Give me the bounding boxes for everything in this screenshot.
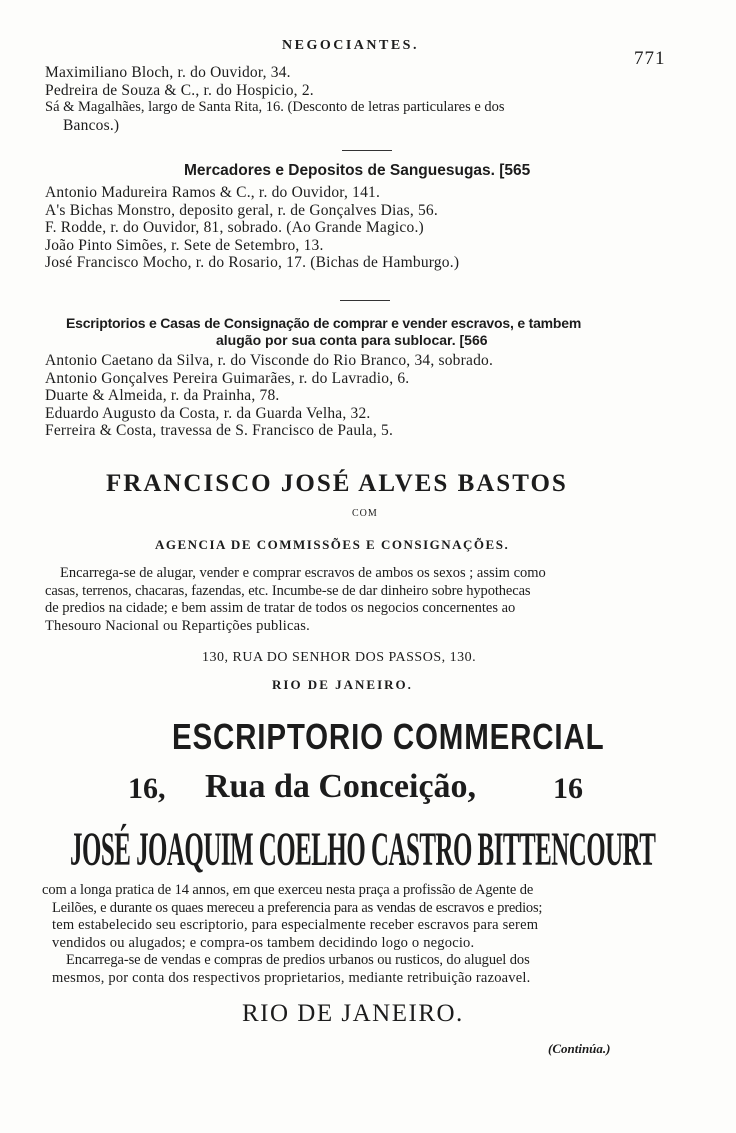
ad-body-escriptorio: [42, 882, 682, 987]
ad-body-line: mesmos, por conta dos respectivos proprietarios, mediante retribuição razoavel.: [52, 969, 531, 986]
list-item: Ferreira & Costa, travessa de S. Francisco de Paula, 5.: [45, 422, 394, 439]
page-number: 771: [634, 48, 666, 69]
list-item: Duarte & Almeida, r. da Prainha, 78.: [45, 387, 280, 404]
agency-title: AGENCIA DE COMMISSÕES E CONSIGNAÇÕES.: [155, 537, 510, 552]
ad-body-line: Leilões, e durante os quaes mereceu a preferencia para as vendas de escravos e predios;: [52, 899, 543, 916]
section-heading-escriptorios-line1: Escriptorios e Casas de Consignação de comprar e vender escravos, e tambem: [66, 315, 582, 331]
list-item: Antonio Caetano da Silva, r. do Visconde do Rio Branco, 34, sobrado.: [45, 352, 494, 369]
list-item: F. Rodde, r. do Ouvidor, 81, sobrado. (Ao Grande Magico.): [45, 219, 424, 236]
ad-city-escriptorio: RIO DE JANEIRO.: [242, 1000, 464, 1027]
ad-body-line: Encarrega-se de alugar, vender e comprar escravos de ambos os sexos ; assim como: [60, 565, 546, 581]
ad-body-line: de predios na cidade; e bem assim de tratar de todos os negocios concernentes ao: [45, 600, 516, 616]
ad-body-line: vendidos ou alugados; e compra-os tambem decidindo logo o negocio.: [52, 934, 475, 951]
section-divider: [342, 150, 392, 151]
ad-street-number-left: 16,: [128, 772, 166, 805]
ad-street-number-right: 16: [553, 772, 583, 805]
list-item: Bancos.): [63, 116, 120, 134]
ad-owner-name: JOSÉ JOAQUIM COELHO CASTRO BITTENCOURT: [70, 823, 656, 876]
list-item: Antonio Madureira Ramos & C., r. do Ouvidor, 141.: [45, 184, 381, 201]
ad-city: RIO DE JANEIRO.: [272, 677, 413, 692]
section-heading-sanguesugas: Mercadores e Depositos de Sanguesugas. [565: [184, 162, 531, 179]
ad-body-line: Encarrega-se de vendas e compras de predios urbanos ou rusticos, do aluguel dos: [66, 952, 530, 968]
ad-body-line: casas, terrenos, chacaras, fazendas, etc. Incumbe-se de dar dinheiro sobre hypothecas: [45, 582, 531, 599]
section-sanguesugas-list: [45, 184, 675, 272]
section-escriptorios-list: [45, 352, 675, 440]
list-item: Antonio Gonçalves Pereira Guimarães, r. do Lavradio, 6.: [45, 369, 410, 387]
section-negociantes-list: [45, 64, 675, 134]
ad-street-name: Rua da Conceição,: [205, 768, 477, 805]
ad-body-line: Thesouro Nacional ou Repartições publicas.: [45, 617, 310, 634]
ad-connector-com: COM: [352, 508, 378, 519]
list-item: A's Bichas Monstro, deposito geral, r. de Gonçalves Dias, 56.: [45, 201, 438, 219]
ad-body-bastos: [45, 565, 675, 635]
ad-body-line: tem estabelecido seu escriptorio, para especialmente receber escravos para serem: [52, 917, 539, 933]
advertiser-name: FRANCISCO JOSÉ ALVES BASTOS: [106, 470, 568, 497]
list-item: João Pinto Simões, r. Sete de Setembro, 13.: [45, 236, 324, 254]
ad-address: 130, RUA DO SENHOR DOS PASSOS, 130.: [202, 650, 477, 665]
running-head: NEGOCIANTES.: [282, 38, 419, 53]
ad-body-line: com a longa pratica de 14 annos, em que exerceu nesta praça a profissão de Agente de: [42, 882, 534, 898]
list-item: Pedreira de Souza & C., r. do Hospicio, 2.: [45, 81, 314, 99]
section-divider: [340, 300, 390, 301]
list-item: José Francisco Mocho, r. do Rosario, 17. (Bichas de Hamburgo.): [45, 254, 460, 271]
list-item: Eduardo Augusto da Costa, r. da Guarda Velha, 32.: [45, 404, 371, 422]
ad-title-escriptorio: ESCRIPTORIO COMMERCIAL: [172, 716, 605, 757]
section-heading-escriptorios-line2: alugão por sua conta para sublocar. [566: [216, 332, 488, 348]
list-item: Maximiliano Bloch, r. do Ouvidor, 34.: [45, 64, 291, 81]
list-item: Sá & Magalhães, largo de Santa Rita, 16. (Desconto de letras particulares e dos: [45, 99, 505, 115]
continued-note: (Continúa.): [548, 1041, 611, 1056]
